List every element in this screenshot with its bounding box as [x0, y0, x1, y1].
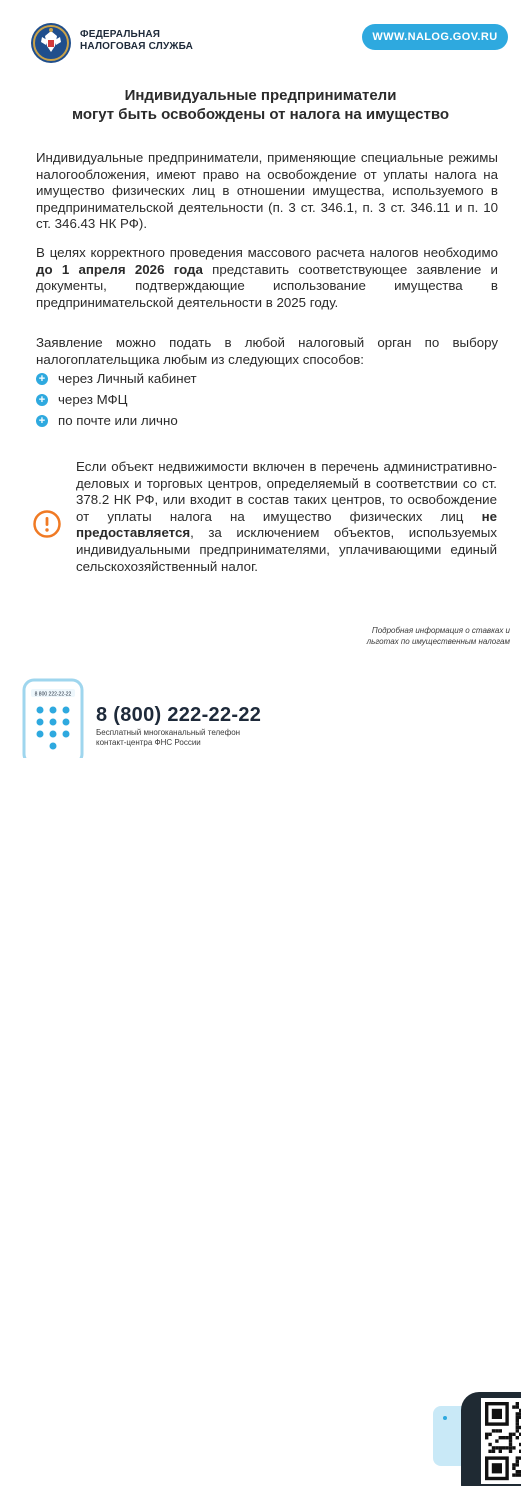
- plus-bullet-icon: +: [36, 394, 48, 406]
- qr-code-icon[interactable]: [431, 1390, 521, 1486]
- list-item: [36, 368, 197, 389]
- intro-paragraph: Индивидуальные предприниматели, применяющие специальные режимы налогообложения, имеют право на освобождение от уплаты налога на имущество физических лиц в отношении имущества, используемого в предпринимательской деятельности (п. 3 ст. 346.1, п. 3 ст. 346.11 и п. 10 ст. 346.43 НК РФ).: [36, 150, 498, 232]
- plus-bullet-icon: +: [36, 415, 48, 427]
- phone-screen-number: 8 800 222-22-22: [34, 691, 72, 698]
- warning-text-before: Если объект недвижимости включен в перечень административно-деловых и торговых центров, определяемый в соответствии со ст. 378.2 НК РФ, или входит в состав таких центров, то освобождение от уплаты налога на имущество физических лиц: [76, 459, 497, 524]
- deadline-paragraph: [36, 245, 498, 311]
- methods-list: [36, 368, 197, 431]
- warning-paragraph: [76, 459, 497, 575]
- hotline-number[interactable]: 8 (800) 222-22-22: [96, 704, 262, 726]
- warning-text-after: , за исключением объектов, используемых индивидуальными предпринимателями, уплачивающими единый сельскохозяйственный налог.: [76, 525, 497, 574]
- info-note-line2: льготах по имущественным налогам: [366, 637, 510, 646]
- list-item: [36, 389, 197, 410]
- deadline-date: до 1 апреля 2026 года: [36, 261, 203, 277]
- method-label: через Личный кабинет: [58, 371, 197, 386]
- title-line2: могут быть освобождены от налога на имущество: [71, 106, 450, 123]
- org-name: [80, 29, 193, 53]
- method-label: через МФЦ: [58, 392, 128, 407]
- hotline-desc-line2: контакт-центра ФНС России: [96, 738, 201, 747]
- title-line1: Индивидуальные предприниматели: [124, 87, 397, 104]
- emblem-icon: [30, 22, 72, 64]
- site-link-button[interactable]: WWW.NALOG.GOV.RU: [362, 24, 508, 50]
- deadline-text-after: представить соответствующее заявление и документы, подтверждающие использование имущества в предпринимательской деятельности в 2025 году.: [36, 261, 498, 310]
- page-title: [20, 86, 501, 124]
- org-name-line2: НАЛОГОВАЯ СЛУЖБА: [80, 41, 194, 52]
- hotline-description: [96, 728, 240, 748]
- org-name-line1: ФЕДЕРАЛЬНАЯ: [80, 29, 161, 40]
- deadline-text-before: В целях корректного проведения массового расчета налогов необходимо: [36, 245, 498, 260]
- list-item: [36, 410, 197, 431]
- warning-icon: [33, 510, 61, 538]
- plus-bullet-icon: +: [36, 373, 48, 385]
- info-note-line1: Подробная информация о ставках и: [371, 626, 510, 635]
- method-label: по почте или лично: [58, 413, 178, 428]
- phone-icon: [18, 676, 88, 758]
- hotline-desc-line1: Бесплатный многоканальный телефон: [96, 728, 241, 737]
- info-note: [300, 625, 510, 647]
- methods-intro-paragraph: Заявление можно подать в любой налоговый орган по выбору налогоплательщика любым из следующих способов:: [36, 335, 498, 367]
- warning-emphasis: не предоставляется: [76, 508, 497, 541]
